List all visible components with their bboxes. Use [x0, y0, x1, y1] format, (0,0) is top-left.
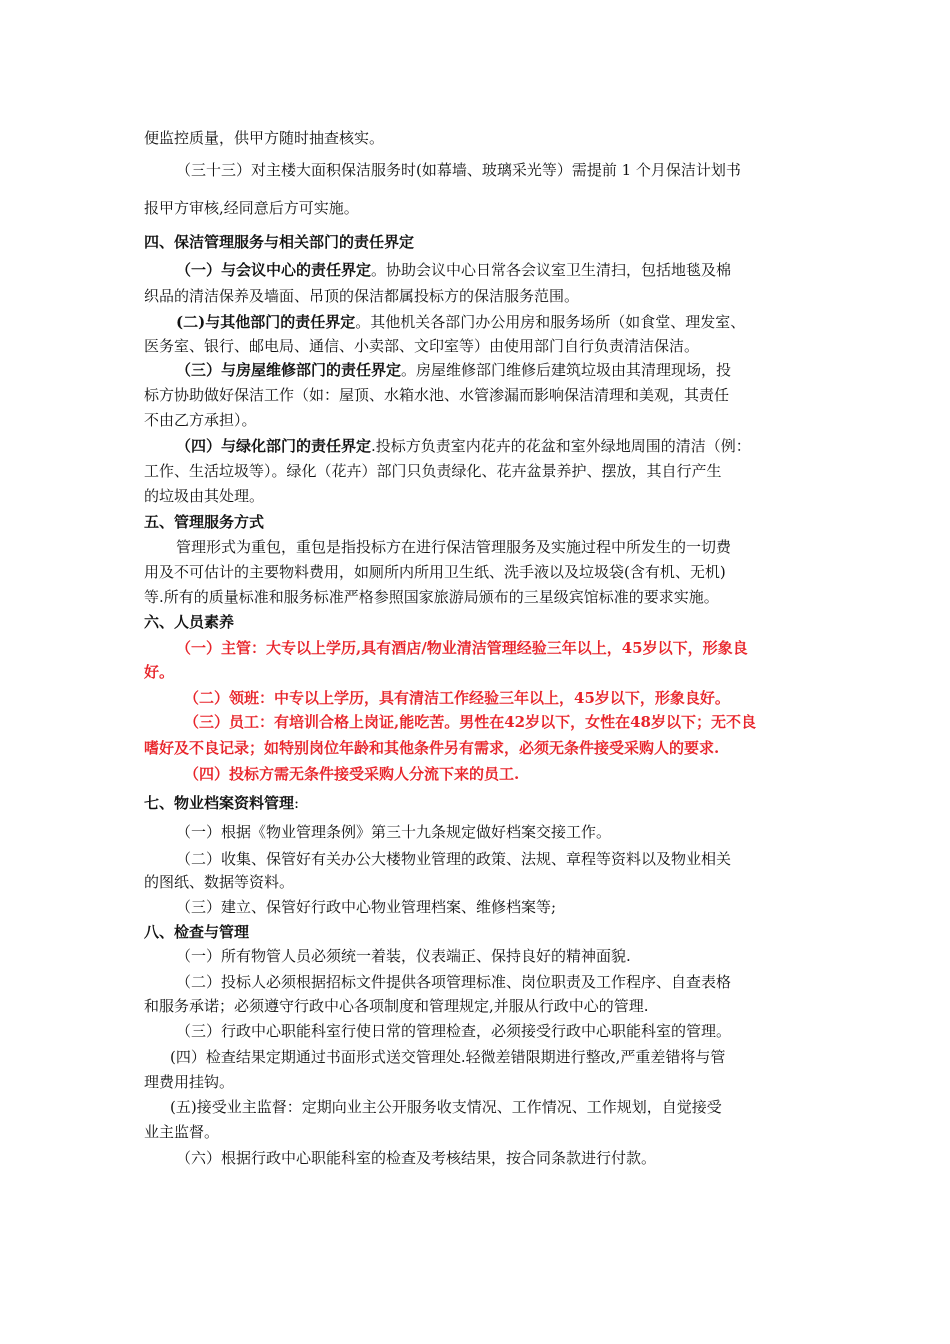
paragraph-line — [176, 260, 846, 280]
red-requirement-line: 嗜好及不良记录；如特别岗位年龄和其他条件另有需求，必须无条件接受采购人的要求. — [144, 739, 720, 757]
line-text: 。协助会议中心日常各会议室卫生清扫，包括地毯及棉 — [371, 261, 732, 279]
paragraph-line — [176, 360, 846, 380]
paragraph-line: 医务室、银行、邮电局、通信、小卖部、文印室等）由使用部门自行负责清洁保洁。 — [144, 337, 700, 355]
bold-lead: （四）与绿化部门的责任界定 — [176, 437, 372, 455]
section-heading-6: 六、人员素养 — [144, 613, 235, 631]
paragraph-line: （一）根据《物业管理条例》第三十九条规定做好档案交接工作。 — [176, 823, 612, 841]
red-requirement-line: （三）员工：有培训合格上岗证,能吃苦。男性在42岁以下，女性在48岁以下；无不良 — [184, 713, 756, 731]
paragraph-line: 便监控质量，供甲方随时抽查核实。 — [144, 129, 385, 147]
paragraph-line — [176, 312, 846, 332]
paragraph-line: 用及不可估计的主要物料费用，如厕所内所用卫生纸、洗手液以及垃圾袋(含有机、无机) — [144, 563, 726, 581]
red-requirement-line: （四）投标方需无条件接受采购人分流下来的员工. — [184, 765, 520, 783]
paragraph-line: （二）收集、保管好有关办公大楼物业管理的政策、法规、章程等资料以及物业相关 — [176, 850, 732, 868]
paragraph-line: 等.所有的质量标准和服务标准严格参照国家旅游局颁布的三星级宾馆标准的要求实施。 — [144, 588, 719, 606]
red-requirement-line: 好。 — [144, 663, 175, 681]
paragraph-line: 报甲方审核,经同意后方可实施。 — [144, 199, 359, 217]
paragraph-line: （一）所有物管人员必须统一着装，仪表端正、保持良好的精神面貌. — [176, 947, 631, 965]
line-text: .投标方负责室内花卉的花盆和室外绿地周围的清洁（例： — [371, 437, 751, 455]
paragraph-line: 业主监督。 — [144, 1123, 220, 1141]
paragraph-line — [176, 436, 846, 456]
paragraph-line: 标方协助做好保洁工作（如：屋顶、水箱水池、水管渗漏而影响保洁清理和美观，其责任 — [144, 386, 730, 404]
paragraph-line: 管理形式为重包，重包是指投标方在进行保洁管理服务及实施过程中所发生的一切费 — [176, 538, 732, 556]
bold-lead: （三）与房屋维修部门的责任界定 — [176, 361, 402, 379]
section-heading-5: 五、管理服务方式 — [144, 513, 265, 531]
paragraph-line: （三）行政中心职能科室行使日常的管理检查，必须接受行政中心职能科室的管理。 — [176, 1022, 732, 1040]
section-heading-7 — [144, 793, 814, 813]
section-heading-8: 八、检查与管理 — [144, 923, 250, 941]
heading-text: 七、物业档案资料管理 — [144, 794, 295, 812]
section-heading-4: 四、保洁管理服务与相关部门的责任界定 — [144, 233, 415, 251]
paragraph-line: 理费用挂钩。 — [144, 1073, 235, 1091]
paragraph-line: 的垃圾由其处理。 — [144, 487, 265, 505]
paragraph-line: 不由乙方承担）。 — [144, 411, 257, 429]
red-requirement-line: （二）领班：中专以上学历，具有清洁工作经验三年以上，45岁以下，形象良好。 — [184, 689, 730, 707]
paragraph-line: (四）检查结果定期通过书面形式送交管理处.轻微差错限期进行整改,严重差错将与管 — [170, 1048, 726, 1066]
paragraph-line: 织品的清洁保养及墙面、吊顶的保洁都属投标方的保洁服务范围。 — [144, 287, 580, 305]
paragraph-line: 工作、生活垃圾等）。绿化（花卉）部门只负责绿化、花卉盆景养护、摆放，其自行产生 — [144, 462, 722, 480]
paragraph-line: 的图纸、数据等资料。 — [144, 873, 295, 891]
paragraph-line: 和服务承诺；必须遵守行政中心各项制度和管理规定,并服从行政中心的管理. — [144, 997, 649, 1015]
paragraph-line: （三）建立、保管好行政中心物业管理档案、维修档案等; — [176, 898, 557, 916]
paragraph-line: (五)接受业主监督：定期向业主公开服务收支情况、工作情况、工作规划，自觉接受 — [170, 1098, 722, 1116]
red-requirement-line: （一）主管：大专以上学历,具有酒店/物业清洁管理经验三年以上，45岁以下，形象良 — [176, 639, 748, 657]
paragraph-line: （六）根据行政中心职能科室的检查及考核结果，按合同条款进行付款。 — [176, 1149, 657, 1167]
bold-lead: (二)与其他部门的责任界定 — [176, 313, 356, 331]
line-text: 。房屋维修部门维修后建筑垃圾由其清理现场，投 — [401, 361, 732, 379]
bold-lead: （一）与会议中心的责任界定 — [176, 261, 372, 279]
paragraph-line: （二）投标人必须根据招标文件提供各项管理标准、岗位职责及工作程序、自查表格 — [176, 973, 732, 991]
heading-colon: : — [294, 794, 300, 812]
paragraph-line: （三十三）对主楼大面积保洁服务时(如幕墙、玻璃采光等）需提前 1 个月保洁计划书 — [176, 161, 741, 179]
line-text: 。其他机关各部门办公用房和服务场所（如食堂、理发室、 — [355, 313, 746, 331]
